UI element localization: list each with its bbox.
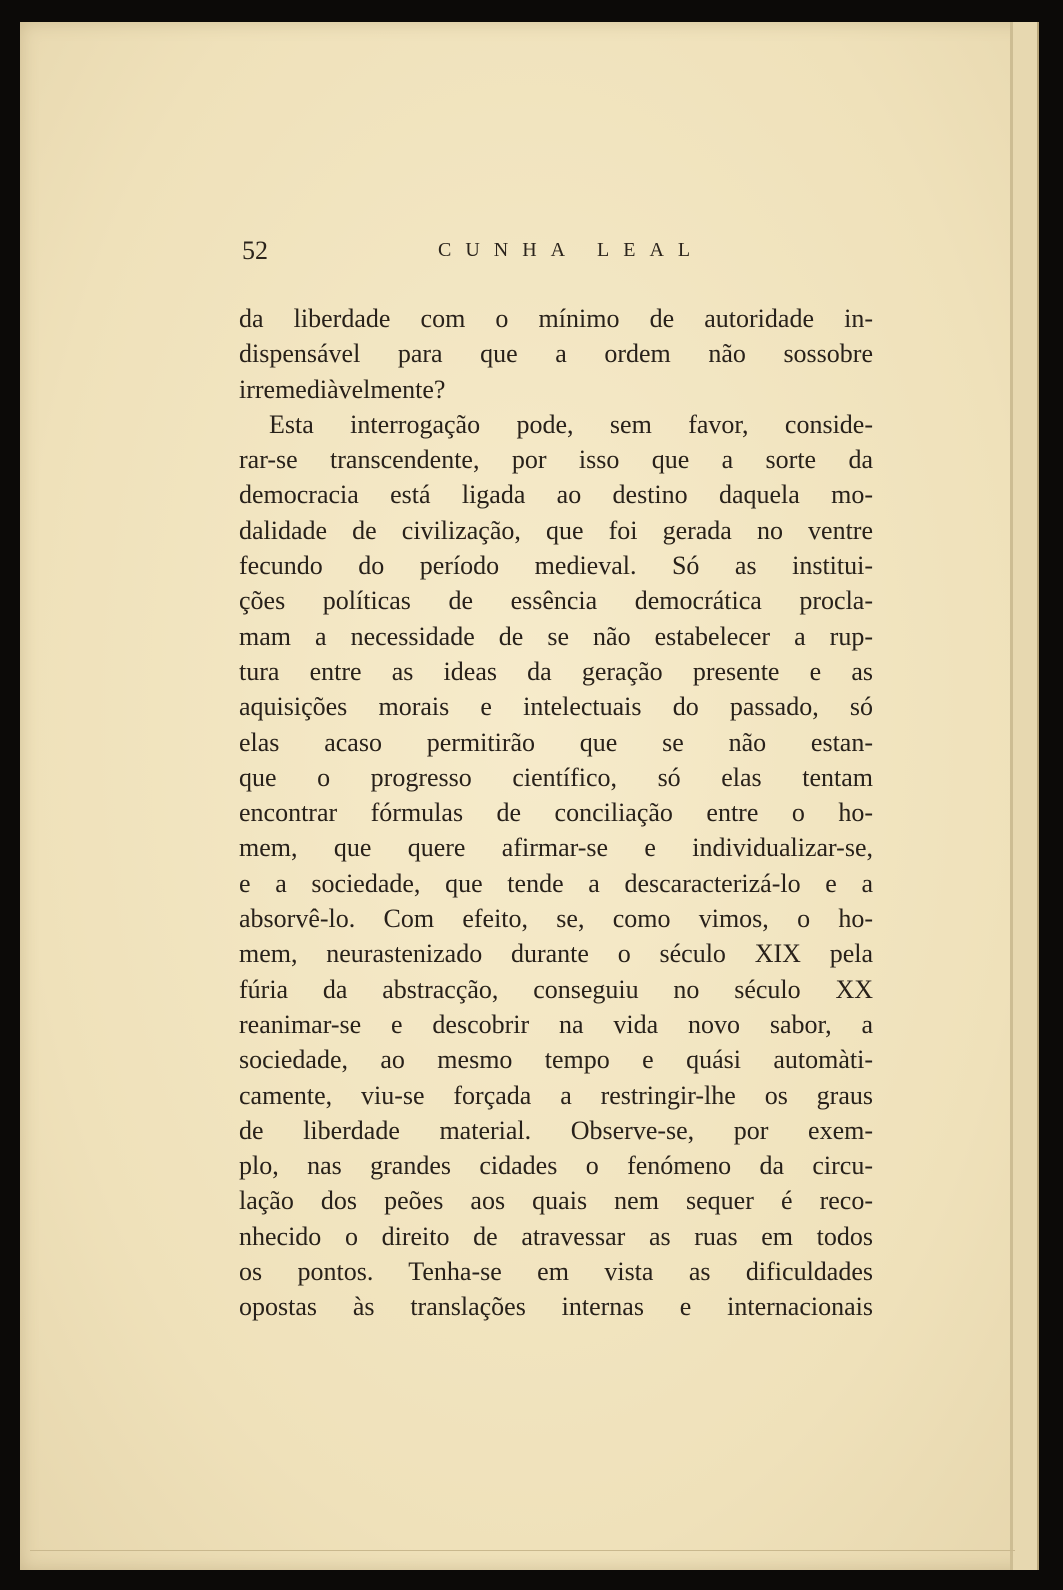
text-line: que o progresso científico, só elas tentam xyxy=(239,762,873,792)
body-text xyxy=(239,301,873,1325)
text-line: plo, nas grandes cidades o fenómeno da circu- xyxy=(239,1151,873,1181)
text-line: sociedade, ao mesmo tempo e quási automàti- xyxy=(239,1045,873,1075)
text-line: tura entre as ideas da geração presente e as xyxy=(239,656,873,686)
text-line: fecundo do período medieval. Só as institui- xyxy=(239,551,873,581)
text-line: aquisições morais e intelectuais do passado, só xyxy=(239,692,873,722)
text-line: mem, que quere afirmar-se e individualizar-se, xyxy=(239,833,873,863)
text-line: de liberdade material. Observe-se, por exem- xyxy=(239,1115,873,1145)
text-line: reanimar-se e descobrir na vida novo sabor, a xyxy=(239,1009,873,1039)
text-line: dalidade de civilização, que foi gerada no ventre xyxy=(239,515,873,545)
page-number: 52 xyxy=(242,236,268,265)
text-line: absorvê-lo. Com efeito, se, como vimos, o ho- xyxy=(239,904,873,934)
text-line: irremediàvelmente? xyxy=(239,374,446,404)
page-header xyxy=(242,236,705,272)
text-line: ções políticas de essência democrática procla- xyxy=(239,586,873,616)
bottom-edge-line xyxy=(30,1550,1015,1551)
text-line: mem, neurastenizado durante o século XIX pela xyxy=(239,939,873,969)
text-line: da liberdade com o mínimo de autoridade in- xyxy=(239,304,873,333)
text-line: e a sociedade, que tende a descaracterizá-lo e a xyxy=(239,868,873,898)
text-line: opostas às translações internas e internacionais xyxy=(239,1292,873,1322)
next-page-edge xyxy=(1013,22,1039,1570)
text-line: os pontos. Tenha-se em vista as dificuldades xyxy=(239,1257,873,1287)
text-line: lação dos peões aos quais nem sequer é reco- xyxy=(239,1186,873,1216)
text-line: elas acaso permitirão que se não estan- xyxy=(239,727,873,757)
text-line: rar-se transcendente, por isso que a sorte da xyxy=(239,445,873,475)
text-line: fúria da abstracção, conseguiu no século XX xyxy=(239,974,873,1004)
text-line: encontrar fórmulas de conciliação entre o ho- xyxy=(239,798,873,828)
text-line: nhecido o direito de atravessar as ruas em todos xyxy=(239,1221,873,1251)
text-line: Esta interrogação pode, sem favor, conside- xyxy=(269,409,873,439)
text-line: dispensável para que a ordem não sossobre xyxy=(239,339,873,369)
text-line: democracia está ligada ao destino daquela mo- xyxy=(239,480,873,510)
text-line: camente, viu-se forçada a restringir-lhe os graus xyxy=(239,1080,873,1110)
text-line: mam a necessidade de se não estabelecer a rup- xyxy=(239,621,873,651)
running-head: CUNHA LEAL xyxy=(438,239,705,261)
